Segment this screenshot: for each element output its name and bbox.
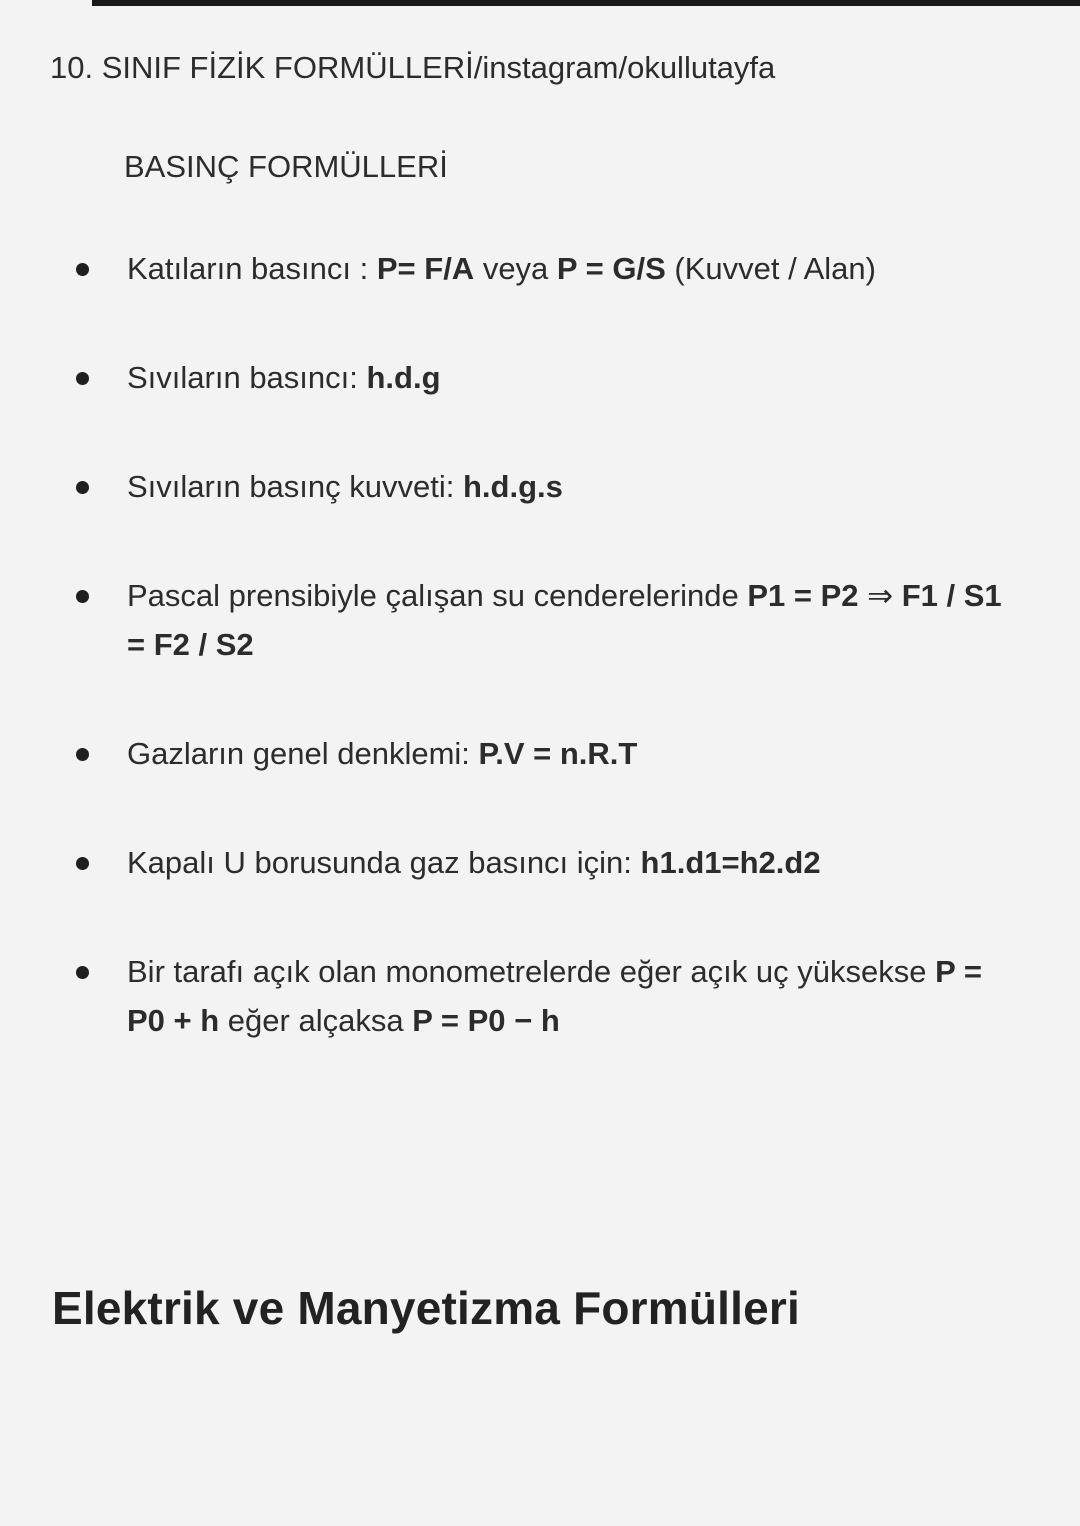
text-segment: Sıvıların basıncı: bbox=[127, 359, 367, 395]
list-item bbox=[50, 245, 1032, 294]
text-segment: ⇒ bbox=[858, 577, 902, 613]
text-segment: Sıvıların basınç kuvveti: bbox=[127, 468, 463, 504]
section-heading: BASINÇ FORMÜLLERİ bbox=[124, 148, 448, 184]
text-segment: Gazların genel denklemi: bbox=[127, 735, 479, 771]
bullet-icon bbox=[76, 590, 89, 603]
list-item bbox=[50, 354, 1032, 403]
text-segment: veya bbox=[474, 250, 557, 286]
text-segment: P = P0 − h bbox=[412, 1002, 560, 1038]
formula-text-liquid-pressure-force bbox=[127, 463, 563, 512]
page-title: 10. SINIF FİZİK FORMÜLLERİ/instagram/okullutayfa bbox=[50, 50, 776, 85]
text-segment: F1 / S1 = F2 / S2 bbox=[127, 577, 1002, 662]
text-segment: eğer alçaksa bbox=[219, 1002, 413, 1038]
formula-text-liquid-pressure bbox=[127, 354, 441, 403]
text-segment: h.d.g bbox=[366, 359, 441, 395]
top-edge-artifact bbox=[92, 0, 1080, 6]
text-segment: P1 = P2 bbox=[747, 577, 859, 613]
bullet-icon bbox=[76, 481, 89, 494]
next-section-heading: Elektrik ve Manyetizma Formülleri bbox=[52, 1281, 800, 1334]
list-item bbox=[50, 839, 1032, 888]
formula-text-manometer bbox=[127, 948, 1007, 1046]
list-item bbox=[50, 572, 1032, 670]
bullet-icon bbox=[76, 372, 89, 385]
text-segment: Bir tarafı açık olan monometrelerde eğer açık uç yüksekse bbox=[127, 953, 936, 989]
text-segment: P.V = n.R.T bbox=[478, 735, 638, 771]
formula-text-closed-u-tube bbox=[127, 839, 821, 888]
bullet-icon bbox=[76, 263, 89, 276]
text-segment: Kapalı U borusunda gaz basıncı için: bbox=[127, 844, 641, 880]
text-segment: P = P0 + h bbox=[127, 953, 982, 1038]
list-item bbox=[50, 730, 1032, 779]
bullet-icon bbox=[76, 748, 89, 761]
formula-text-gas-equation bbox=[127, 730, 637, 779]
list-item bbox=[50, 463, 1032, 512]
text-segment: h.d.g.s bbox=[462, 468, 563, 504]
formula-text-solids-pressure bbox=[127, 245, 876, 294]
bullet-icon bbox=[76, 966, 89, 979]
bullet-icon bbox=[76, 857, 89, 870]
formula-text-pascal-principle bbox=[127, 572, 1007, 670]
list-item bbox=[50, 948, 1032, 1046]
formula-list bbox=[50, 245, 1032, 1046]
text-segment: (Kuvvet / Alan) bbox=[665, 250, 876, 286]
text-segment: h1.d1=h2.d2 bbox=[640, 844, 821, 880]
text-segment: P= F/A bbox=[376, 250, 475, 286]
text-segment: Katıların basıncı : bbox=[127, 250, 377, 286]
text-segment: Pascal prensibiyle çalışan su cenderelerinde bbox=[127, 577, 748, 613]
text-segment: P = G/S bbox=[556, 250, 666, 286]
